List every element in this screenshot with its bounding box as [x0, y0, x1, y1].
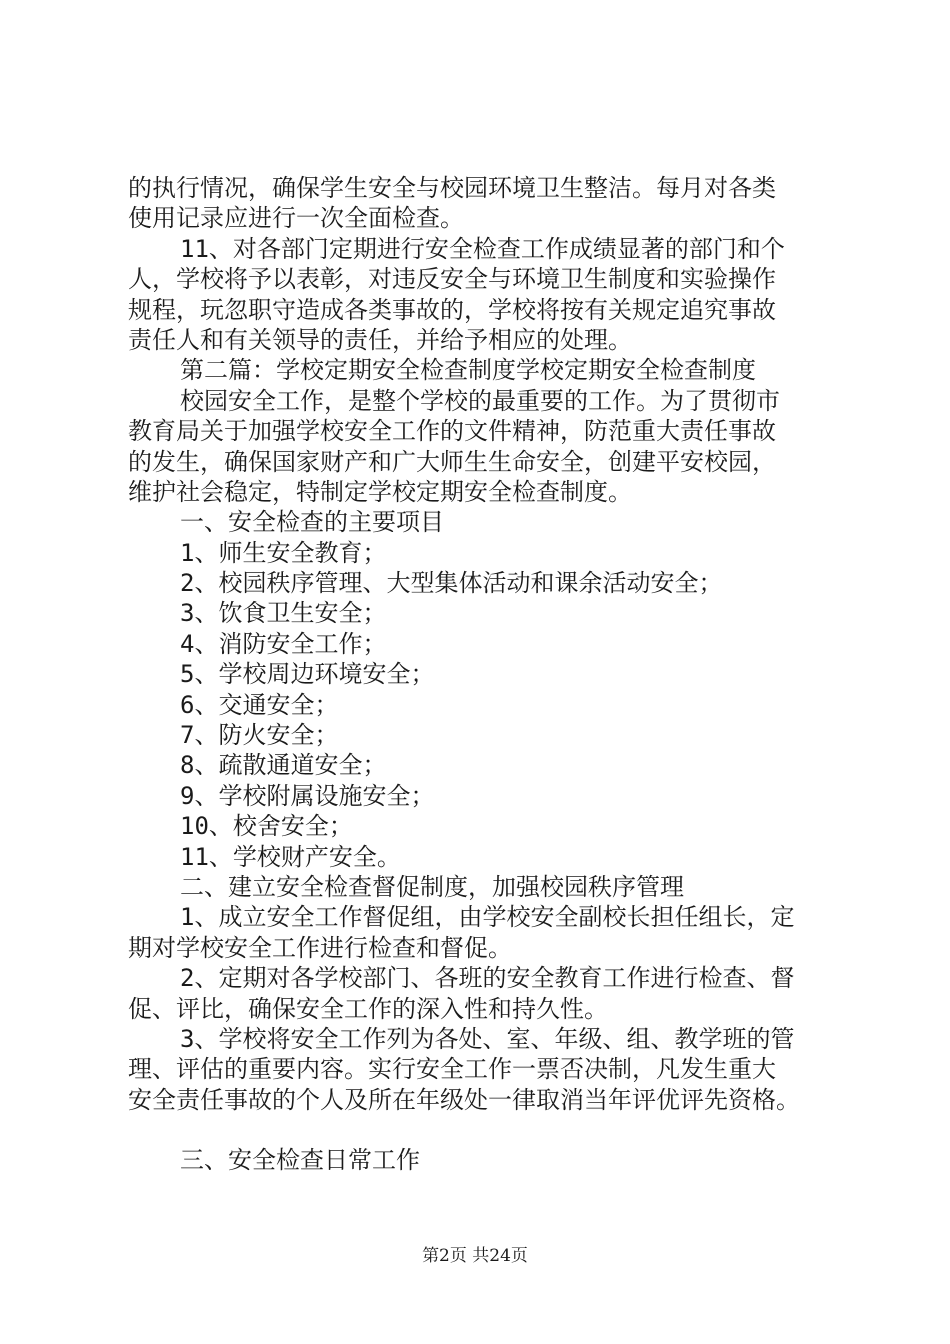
text-line: 使用记录应进行一次全面检查。: [128, 204, 464, 233]
text-line: 7、防火安全；: [180, 721, 339, 750]
text-line: 三、安全检查日常工作: [180, 1146, 420, 1175]
text-line: 8、疏散通道安全；: [180, 751, 387, 780]
text-line: 的执行情况，确保学生安全与校园环境卫生整洁。每月对各类: [128, 174, 776, 202]
text-line: 教育局关于加强学校安全工作的文件精神，防范重大责任事故: [128, 417, 776, 446]
text-line: 维护社会稳定，特制定学校定期安全检查制度。: [128, 477, 632, 506]
text-line: 人，学校将予以表彰，对违反安全与环境卫生制度和实验操作: [128, 265, 776, 294]
text-line: 期对学校安全工作进行检查和督促。: [128, 933, 512, 962]
text-line: 5、学校周边环境安全；: [180, 660, 435, 689]
text-line: 2、校园秩序管理、大型集体活动和课余活动安全；: [180, 569, 723, 598]
page-number-footer: 第2页 共24页: [422, 1246, 528, 1266]
text-line: 促、评比，确保安全工作的深入性和持久性。: [128, 994, 608, 1023]
text-line: 校园安全工作，是整个学校的最重要的工作。为了贯彻市: [180, 386, 780, 415]
text-line: 的发生，确保国家财产和广大师生生命安全，创建平安校园，: [128, 447, 776, 476]
text-line: 一、安全检查的主要项目: [180, 508, 444, 537]
blank-line: [128, 1115, 840, 1145]
text-line: 二、建立安全检查督促制度，加强校园秩序管理: [180, 872, 684, 901]
text-line: 9、学校附属设施安全；: [180, 781, 435, 810]
text-line: 安全责任事故的个人及所在年级处一律取消当年评优评先资格。: [128, 1085, 800, 1114]
text-line: 2、定期对各学校部门、各班的安全教育工作进行检查、督: [180, 964, 795, 993]
text-line: 3、饮食卫生安全；: [180, 599, 387, 628]
document-body: [128, 173, 840, 1176]
text-line: 规程，玩忽职守造成各类事故的，学校将按有关规定追究事故: [128, 295, 776, 324]
text-line: 1、成立安全工作督促组，由学校安全副校长担任组长，定: [180, 903, 795, 932]
text-line: 1、师生安全教育；: [180, 538, 387, 567]
text-line: 6、交通安全；: [180, 690, 339, 719]
text-line: 10、校舍安全；: [180, 812, 353, 841]
text-line: 责任人和有关领导的责任，并给予相应的处理。: [128, 325, 632, 354]
text-line: 理、评估的重要内容。实行安全工作一票否决制，凡发生重大: [128, 1055, 776, 1084]
text-line: 4、消防安全工作；: [180, 629, 387, 658]
text-line: 第二篇：学校定期安全检查制度学校定期安全检查制度: [180, 356, 756, 385]
text-line: 11、学校财产安全。: [180, 842, 401, 871]
text-line: 11、对各部门定期进行安全检查工作成绩显著的部门和个: [180, 234, 785, 263]
text-line: 3、学校将安全工作列为各处、室、年级、组、教学班的管: [180, 1024, 795, 1053]
